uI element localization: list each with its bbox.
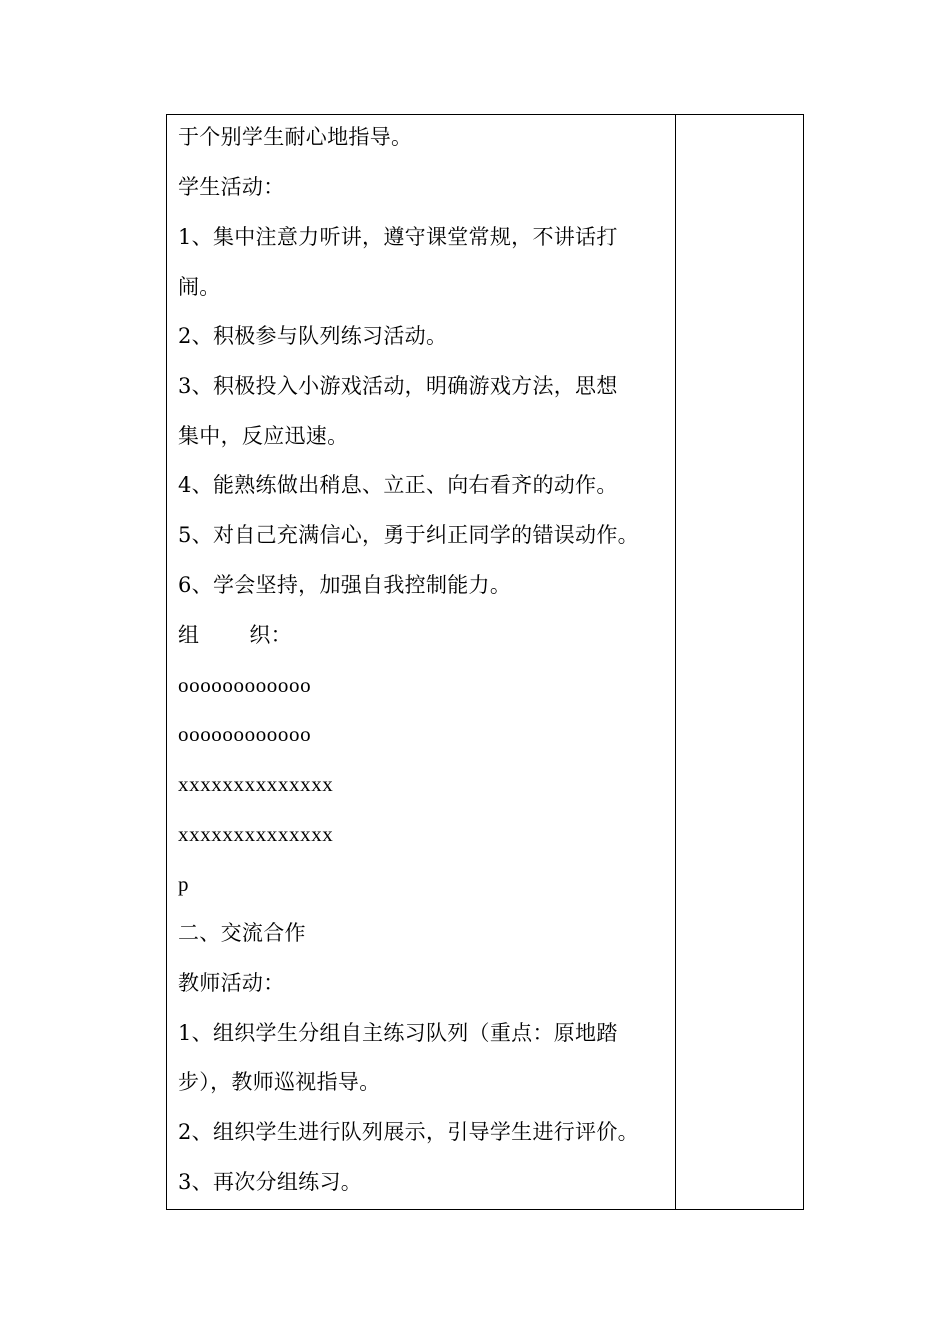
content-cell: [167, 115, 675, 1209]
formation-teacher-marker: p: [178, 872, 190, 896]
formation-row-students: xxxxxxxxxxxxxx: [178, 822, 334, 846]
organization-label-first: 组: [178, 623, 200, 647]
text-line: 步），教师巡视指导。: [178, 1070, 381, 1094]
section-heading-teacher-activity: 教师活动：: [178, 971, 285, 995]
text-line: 4、能熟练做出稍息、立正、向右看齐的动作。: [178, 473, 618, 497]
text-line: 5、对自己充满信心，勇于纠正同学的错误动作。: [178, 523, 639, 547]
organization-label: [178, 622, 292, 648]
formation-row-students: oooooooooooo: [178, 673, 312, 697]
text-line: 3、积极投入小游戏活动，明确游戏方法，思想: [178, 374, 618, 398]
text-line: 1、集中注意力听讲，遵守课堂常规，不讲话打: [178, 225, 618, 249]
text-line: 于个别学生耐心地指导。: [178, 125, 413, 149]
formation-row-students: xxxxxxxxxxxxxx: [178, 772, 334, 796]
text-line: 3、再次分组练习。: [178, 1170, 363, 1194]
text-line: 2、积极参与队列练习活动。: [178, 324, 448, 348]
formation-row-students: oooooooooooo: [178, 722, 312, 746]
text-line: 6、学会坚持，加强自我控制能力。: [178, 573, 512, 597]
organization-label-second: 织：: [249, 623, 292, 647]
text-line: 1、组织学生分组自主练习队列（重点：原地踏: [178, 1021, 618, 1045]
text-line: 集中，反应迅速。: [178, 424, 349, 448]
lesson-plan-table: [166, 114, 804, 1210]
section-heading-student-activity: 学生活动：: [178, 175, 285, 199]
text-line: 2、组织学生进行队列展示，引导学生进行评价。: [178, 1120, 639, 1144]
text-line: 闹。: [178, 275, 221, 299]
section-heading-exchange: 二、交流合作: [178, 921, 306, 945]
notes-cell: [676, 115, 803, 1209]
